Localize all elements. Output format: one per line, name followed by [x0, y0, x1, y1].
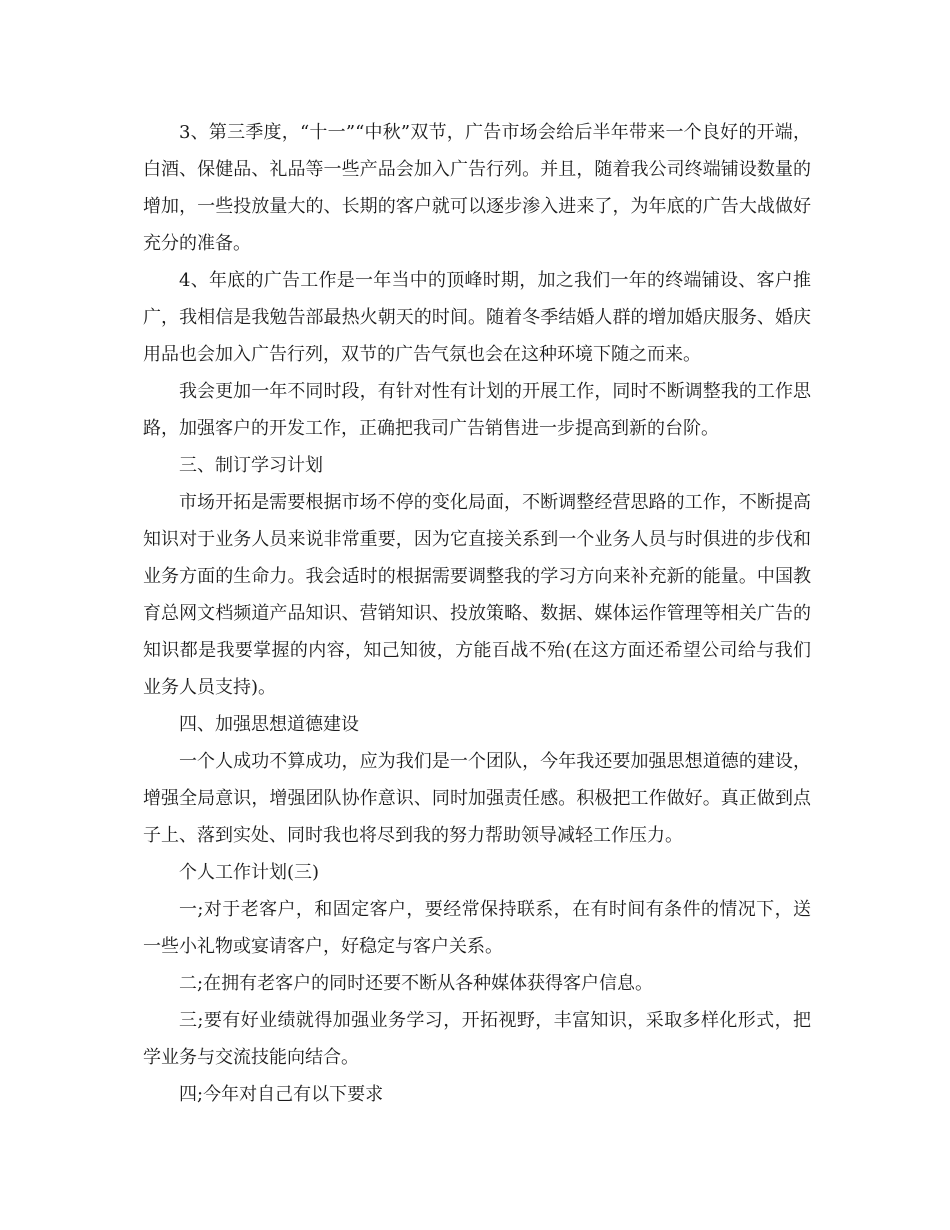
list-item-learning: 三;要有好业绩就得加强业务学习，开拓视野，丰富知识，采取多样化形式，把学业务与交流技能向结合。 — [143, 1010, 811, 1068]
paragraph-work-approach: 我会更加一年不同时段，有针对性有计划的开展工作，同时不断调整我的工作思路，加强客户的开发工作，正确把我司广告销售进一步提高到新的台阶。 — [143, 381, 811, 439]
paragraph-year-end-plan: 4、年底的广告工作是一年当中的顶峰时期，加之我们一年的终端铺设、客户推广，我相信是我勉告部最热火朝天的时间。随着冬季结婚人群的增加婚庆服务、婚庆用品也会加入广告行列，双节的广告气氛也会在这种环境下随之而来。 — [143, 270, 811, 365]
list-item-old-clients: 一;对于老客户，和固定客户，要经常保持联系，在有时间有条件的情况下，送一些小礼物或宴请客户，好稳定与客户关系。 — [143, 899, 811, 957]
paragraph-study-plan: 市场开拓是需要根据市场不停的变化局面，不断调整经营思路的工作，不断提高知识对于业务人员来说非常重要，因为它直接关系到一个业务人员与时俱进的步伐和业务方面的生命力。我会适时的根据需要调整我的学习方向来补充新的能量。中国教育总网文档频道产品知识、营销知识、投放策略、数据、媒体运作管理等相关广告的知识都是我要掌握的内容，知己知彼，方能百战不殆(在这方面还希望公司给与我们业务人员支持)。 — [143, 492, 811, 698]
section-heading-personal-plan-3: 个人工作计划(三) — [179, 862, 320, 883]
section-heading-study-plan: 三、制订学习计划 — [179, 455, 323, 476]
paragraph-q3-plan: 3、第三季度，“十一”“中秋”双节，广告市场会给后半年带来一个良好的开端，白酒、保健品、礼品等一些产品会加入广告行列。并且，随着我公司终端铺设数量的增加，一些投放量大的、长期的客户就可以逐步渗入进来了，为年底的广告大战做好充分的准备。 — [143, 122, 811, 254]
section-heading-ethics: 四、加强思想道德建设 — [179, 714, 359, 735]
document-body — [143, 114, 811, 1113]
list-item-new-clients: 二;在拥有老客户的同时还要不断从各种媒体获得客户信息。 — [179, 973, 654, 994]
list-item-self-requirements: 四;今年对自己有以下要求 — [179, 1084, 384, 1105]
paragraph-ethics: 一个人成功不算成功，应为我们是一个团队，今年我还要加强思想道德的建设，增强全局意识，增强团队协作意识、同时加强责任感。积极把工作做好。真正做到点子上、落到实处、同时我也将尽到我的努力帮助领导减轻工作压力。 — [143, 751, 811, 846]
